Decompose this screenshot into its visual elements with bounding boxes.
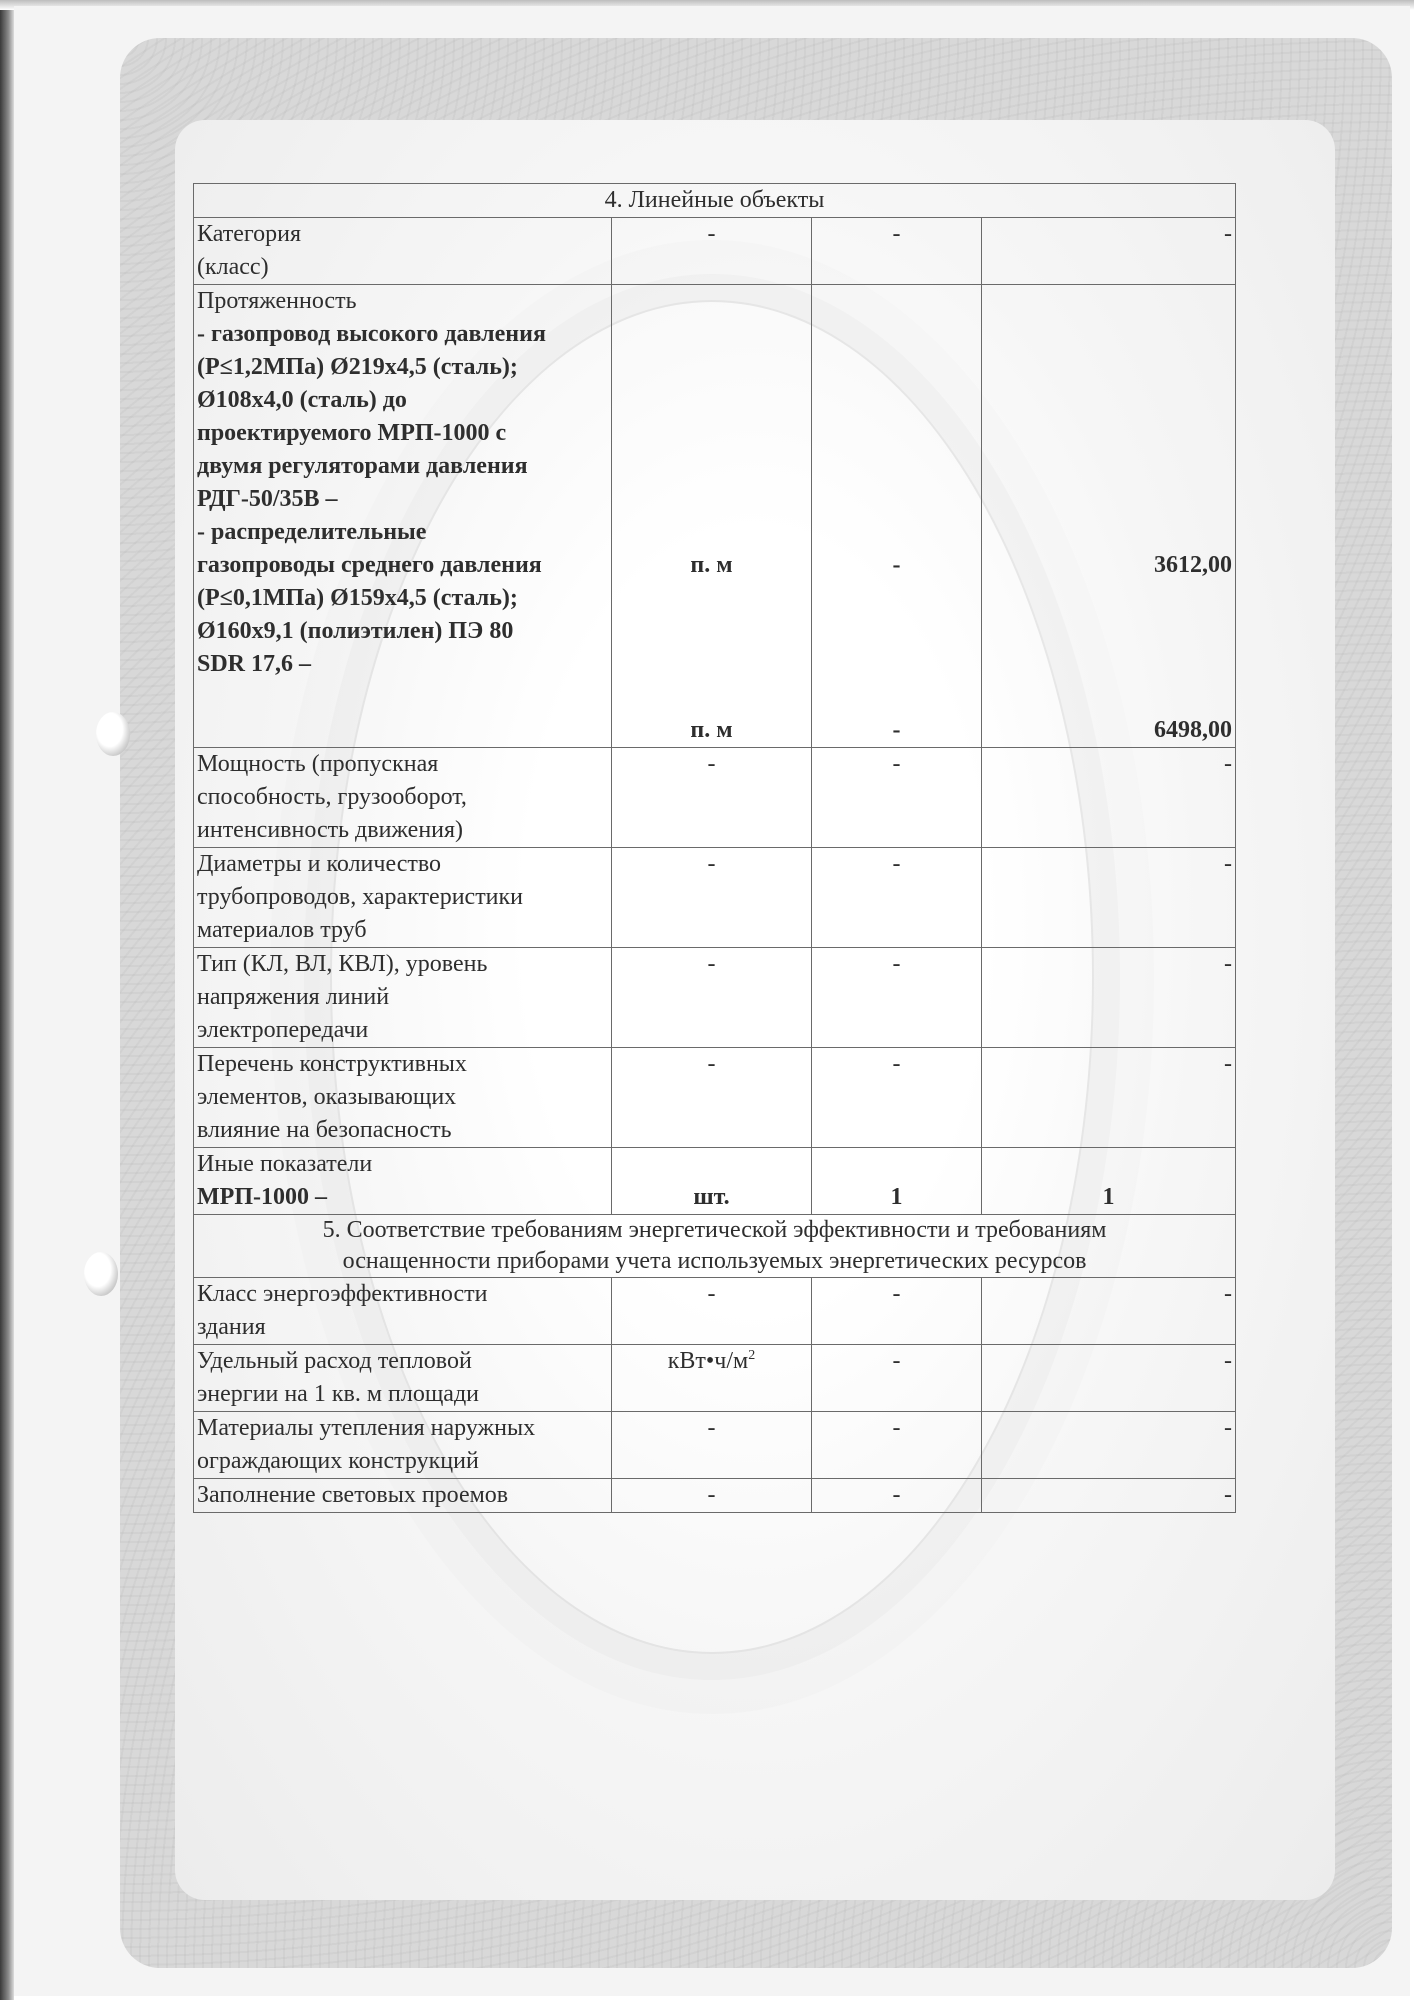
project-cell: -	[812, 1479, 982, 1513]
row-label-line: Диаметры и количество	[197, 851, 442, 877]
unit-cell: -	[612, 848, 812, 948]
unit-value: шт.	[693, 1184, 730, 1210]
row-label-line: - газопровод высокого давления	[197, 321, 546, 347]
punch-hole	[96, 712, 130, 756]
project-cell	[812, 285, 982, 748]
section-4-title: 4. Линейные объекты	[194, 184, 1236, 218]
scan-edge	[0, 0, 14, 2000]
row-label	[194, 1048, 612, 1148]
row-label	[194, 1479, 612, 1513]
row-label-line: ограждающих конструкций	[197, 1448, 479, 1474]
fact-value: 1	[1102, 1184, 1115, 1210]
row-label-line: Перечень конструктивных	[197, 1051, 467, 1077]
table-row	[194, 1278, 1236, 1345]
fact-cell: -	[982, 848, 1236, 948]
table-row	[194, 1148, 1236, 1215]
row-label-line: напряжения линий	[197, 984, 390, 1010]
project-cell: -	[812, 848, 982, 948]
punch-hole	[84, 1252, 118, 1296]
section-header-row	[194, 184, 1236, 218]
unit-cell: -	[612, 1479, 812, 1513]
project-cell: -	[812, 1048, 982, 1148]
row-label	[194, 748, 612, 848]
table-row	[194, 848, 1236, 948]
project-cell: -	[812, 1412, 982, 1479]
row-label-line: интенсивность движения)	[197, 817, 464, 843]
fact-cell: -	[982, 1345, 1236, 1412]
table-row	[194, 1412, 1236, 1479]
table-row	[194, 1048, 1236, 1148]
fact-value: 3612,00	[1154, 552, 1233, 578]
row-label-line: Протяженность	[197, 288, 357, 314]
row-label	[194, 1345, 612, 1412]
unit-cell	[612, 285, 812, 748]
table-row	[194, 948, 1236, 1048]
unit-cell	[612, 1345, 812, 1412]
table-row	[194, 1345, 1236, 1412]
row-label-line: SDR 17,6 –	[197, 651, 312, 677]
row-label-line: РДГ-50/35В –	[197, 486, 338, 512]
row-label-line: газопроводы среднего давления	[197, 552, 542, 578]
project-value: -	[892, 552, 901, 578]
row-label-line: электропередачи	[197, 1017, 369, 1043]
project-value: 1	[890, 1184, 903, 1210]
row-label	[194, 948, 612, 1048]
row-label-line: - распределительные	[197, 519, 427, 545]
project-cell: -	[812, 1278, 982, 1345]
row-label-line: Материалы утепления наружных	[197, 1415, 536, 1441]
row-label-line: материалов труб	[197, 917, 367, 943]
unit-cell: -	[612, 1048, 812, 1148]
section-5-title	[194, 1215, 1236, 1278]
row-label	[194, 848, 612, 948]
row-label	[194, 218, 612, 285]
project-cell: -	[812, 748, 982, 848]
fact-cell: -	[982, 1278, 1236, 1345]
row-label	[194, 1278, 612, 1345]
row-label-line: (P≤0,1МПа) Ø159х4,5 (сталь);	[197, 585, 518, 611]
indicators-table	[193, 183, 1236, 1513]
row-label-line: Класс энергоэффективности	[197, 1281, 488, 1307]
row-label-line: двумя регуляторами давления	[197, 453, 528, 479]
unit-superscript: 2	[748, 1348, 756, 1363]
unit-cell: -	[612, 748, 812, 848]
unit-cell: -	[612, 1278, 812, 1345]
fact-cell: -	[982, 1048, 1236, 1148]
row-label	[194, 1412, 612, 1479]
fact-cell	[982, 1148, 1236, 1215]
fact-value: 6498,00	[1154, 717, 1233, 743]
row-label-line: Удельный расход тепловой	[197, 1348, 472, 1374]
row-label-line: влияние на безопасность	[197, 1117, 452, 1143]
row-label-line: Категория	[197, 221, 301, 247]
table-row	[194, 285, 1236, 748]
row-label-line: (класс)	[197, 254, 269, 280]
row-label-line: Заполнение световых проемов	[197, 1482, 509, 1508]
project-value: -	[892, 717, 901, 743]
row-label-line: Иные показатели	[197, 1151, 373, 1177]
fact-cell: -	[982, 218, 1236, 285]
section-title-line: оснащенности приборами учета используемых энергетических ресурсов	[342, 1248, 1087, 1274]
section-title-line: 5. Соответствие требованиям энергетической эффективности и требованиям	[322, 1217, 1107, 1243]
fact-cell: -	[982, 1479, 1236, 1513]
row-label-line: здания	[197, 1314, 266, 1340]
unit-value: п. м	[690, 552, 733, 578]
table-row	[194, 218, 1236, 285]
row-label-line: МРП-1000 –	[197, 1184, 327, 1210]
project-cell: -	[812, 218, 982, 285]
row-label-line: Ø160х9,1 (полиэтилен) ПЭ 80	[197, 618, 514, 644]
row-label-line: элементов, оказывающих	[197, 1084, 457, 1110]
row-label-line: (P≤1,2МПа) Ø219х4,5 (сталь);	[197, 354, 518, 380]
unit-value: кВт•ч/м	[667, 1348, 749, 1374]
project-cell: -	[812, 948, 982, 1048]
row-label	[194, 285, 612, 748]
row-label-line: энергии на 1 кв. м площади	[197, 1381, 480, 1407]
fact-cell	[982, 285, 1236, 748]
row-label-line: трубопроводов, характеристики	[197, 884, 524, 910]
unit-cell: -	[612, 1412, 812, 1479]
row-label	[194, 1148, 612, 1215]
row-label-line: Мощность (пропускная	[197, 751, 439, 777]
table-row	[194, 1479, 1236, 1513]
fact-cell: -	[982, 948, 1236, 1048]
fact-cell: -	[982, 748, 1236, 848]
table-row	[194, 748, 1236, 848]
unit-cell: -	[612, 218, 812, 285]
unit-cell	[612, 1148, 812, 1215]
project-cell: -	[812, 1345, 982, 1412]
row-label-line: способность, грузооборот,	[197, 784, 467, 810]
section-header-row	[194, 1215, 1236, 1278]
unit-value: п. м	[690, 717, 733, 743]
fact-cell: -	[982, 1412, 1236, 1479]
unit-cell: -	[612, 948, 812, 1048]
row-label-line: Ø108х4,0 (сталь) до	[197, 387, 407, 413]
project-cell	[812, 1148, 982, 1215]
row-label-line: проектируемого МРП-1000 с	[197, 420, 507, 446]
row-label-line: Тип (КЛ, ВЛ, КВЛ), уровень	[197, 951, 488, 977]
